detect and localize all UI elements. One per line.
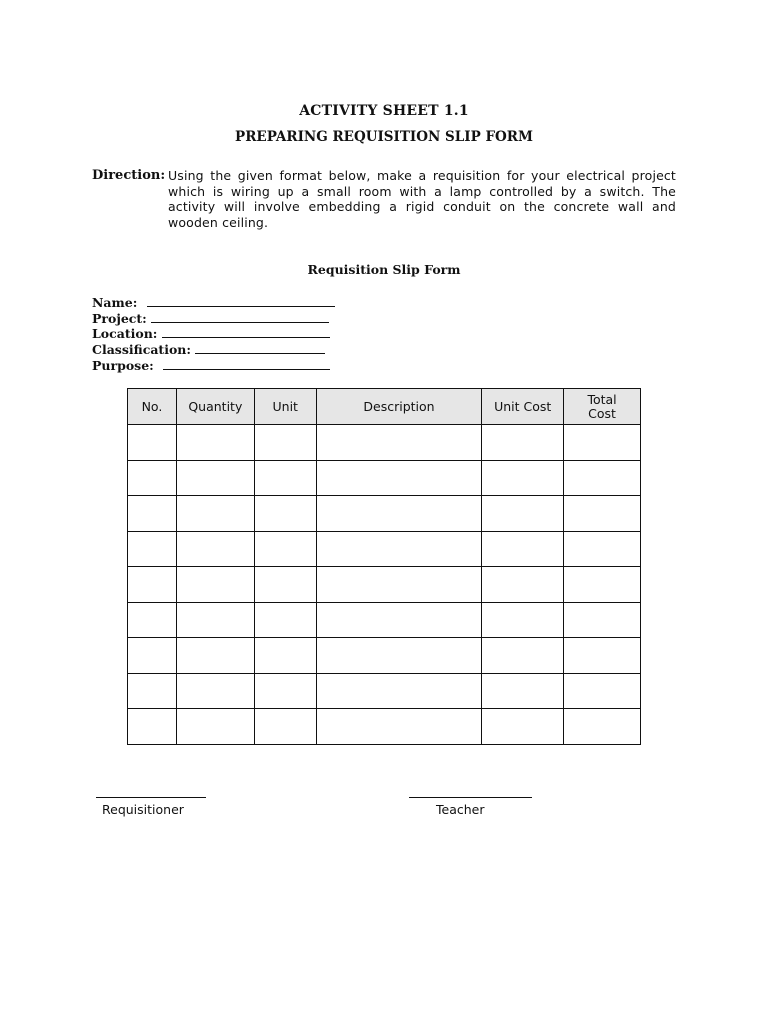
cell-quantity[interactable]	[176, 602, 254, 638]
header-unit-cost: Unit Cost	[482, 389, 564, 425]
header-total-cost	[564, 389, 641, 425]
cell-unit-cost[interactable]	[482, 496, 564, 532]
purpose-field	[92, 357, 330, 372]
location-input-line[interactable]	[162, 325, 330, 338]
cell-quantity[interactable]	[176, 709, 254, 745]
direction-text: Using the given format below, make a requisition for your electrical project which is wiring up a small room with a lamp controlled by a switch. The activity will involve embedding a rigid conduit on the concrete wall and wooden ceiling.	[168, 168, 676, 230]
cell-unit-cost[interactable]	[482, 531, 564, 567]
classification-input-line[interactable]	[195, 341, 325, 354]
cell-description[interactable]	[316, 567, 482, 603]
cell-total-cost[interactable]	[564, 460, 641, 496]
cell-description[interactable]	[316, 602, 482, 638]
header-total-cost-line2: Cost	[588, 405, 616, 421]
cell-no[interactable]	[128, 531, 177, 567]
cell-description[interactable]	[316, 425, 482, 461]
cell-no[interactable]	[128, 496, 177, 532]
cell-no[interactable]	[128, 709, 177, 745]
cell-total-cost[interactable]	[564, 673, 641, 709]
cell-description[interactable]	[316, 496, 482, 532]
project-input-line[interactable]	[151, 310, 329, 323]
table-row	[128, 496, 641, 532]
cell-total-cost[interactable]	[564, 638, 641, 674]
cell-no[interactable]	[128, 460, 177, 496]
activity-subtitle: PREPARING REQUISITION SLIP FORM	[235, 129, 533, 145]
table-row	[128, 602, 641, 638]
cell-description[interactable]	[316, 709, 482, 745]
cell-description[interactable]	[316, 673, 482, 709]
cell-no[interactable]	[128, 602, 177, 638]
cell-unit-cost[interactable]	[482, 709, 564, 745]
cell-total-cost[interactable]	[564, 567, 641, 603]
cell-description[interactable]	[316, 531, 482, 567]
header-unit: Unit	[254, 389, 316, 425]
cell-quantity[interactable]	[176, 673, 254, 709]
cell-unit[interactable]	[254, 531, 316, 567]
classification-field	[92, 341, 325, 356]
cell-unit[interactable]	[254, 496, 316, 532]
cell-unit-cost[interactable]	[482, 425, 564, 461]
cell-unit[interactable]	[254, 425, 316, 461]
cell-no[interactable]	[128, 638, 177, 674]
table-row	[128, 709, 641, 745]
name-input-line[interactable]	[147, 294, 335, 307]
location-label: Location:	[92, 326, 158, 341]
cell-total-cost[interactable]	[564, 425, 641, 461]
header-no: No.	[128, 389, 177, 425]
cell-unit[interactable]	[254, 567, 316, 603]
cell-unit-cost[interactable]	[482, 460, 564, 496]
cell-no[interactable]	[128, 673, 177, 709]
purpose-label: Purpose:	[92, 358, 154, 373]
direction-label: Direction:	[92, 168, 166, 183]
table-body	[128, 425, 641, 745]
form-title: Requisition Slip Form	[307, 262, 461, 277]
cell-unit-cost[interactable]	[482, 602, 564, 638]
table-row	[128, 460, 641, 496]
cell-quantity[interactable]	[176, 496, 254, 532]
cell-total-cost[interactable]	[564, 602, 641, 638]
name-label: Name:	[92, 295, 138, 310]
cell-quantity[interactable]	[176, 531, 254, 567]
cell-unit-cost[interactable]	[482, 567, 564, 603]
table-row	[128, 531, 641, 567]
cell-unit-cost[interactable]	[482, 673, 564, 709]
cell-description[interactable]	[316, 638, 482, 674]
cell-no[interactable]	[128, 567, 177, 603]
cell-unit[interactable]	[254, 460, 316, 496]
project-field	[92, 310, 329, 325]
cell-quantity[interactable]	[176, 638, 254, 674]
cell-total-cost[interactable]	[564, 531, 641, 567]
classification-label: Classification:	[92, 342, 191, 357]
table-row	[128, 425, 641, 461]
requisition-table	[127, 388, 641, 745]
cell-unit[interactable]	[254, 638, 316, 674]
cell-unit[interactable]	[254, 709, 316, 745]
teacher-signature-line[interactable]	[409, 797, 532, 798]
table-row	[128, 638, 641, 674]
cell-no[interactable]	[128, 425, 177, 461]
header-description: Description	[316, 389, 482, 425]
location-field	[92, 325, 330, 340]
cell-unit-cost[interactable]	[482, 638, 564, 674]
table-row	[128, 567, 641, 603]
activity-title: ACTIVITY SHEET 1.1	[299, 103, 469, 119]
table-row	[128, 673, 641, 709]
cell-total-cost[interactable]	[564, 496, 641, 532]
cell-quantity[interactable]	[176, 425, 254, 461]
requisitioner-label: Requisitioner	[102, 802, 184, 817]
name-field	[92, 294, 335, 309]
cell-total-cost[interactable]	[564, 709, 641, 745]
purpose-input-line[interactable]	[163, 357, 330, 370]
cell-unit[interactable]	[254, 673, 316, 709]
table-header-row	[128, 389, 641, 425]
cell-quantity[interactable]	[176, 460, 254, 496]
teacher-label: Teacher	[436, 802, 485, 817]
cell-unit[interactable]	[254, 602, 316, 638]
requisitioner-signature-line[interactable]	[96, 797, 206, 798]
project-label: Project:	[92, 311, 147, 326]
header-total-cost-line1: Total	[587, 391, 617, 407]
cell-quantity[interactable]	[176, 567, 254, 603]
cell-description[interactable]	[316, 460, 482, 496]
header-quantity: Quantity	[176, 389, 254, 425]
